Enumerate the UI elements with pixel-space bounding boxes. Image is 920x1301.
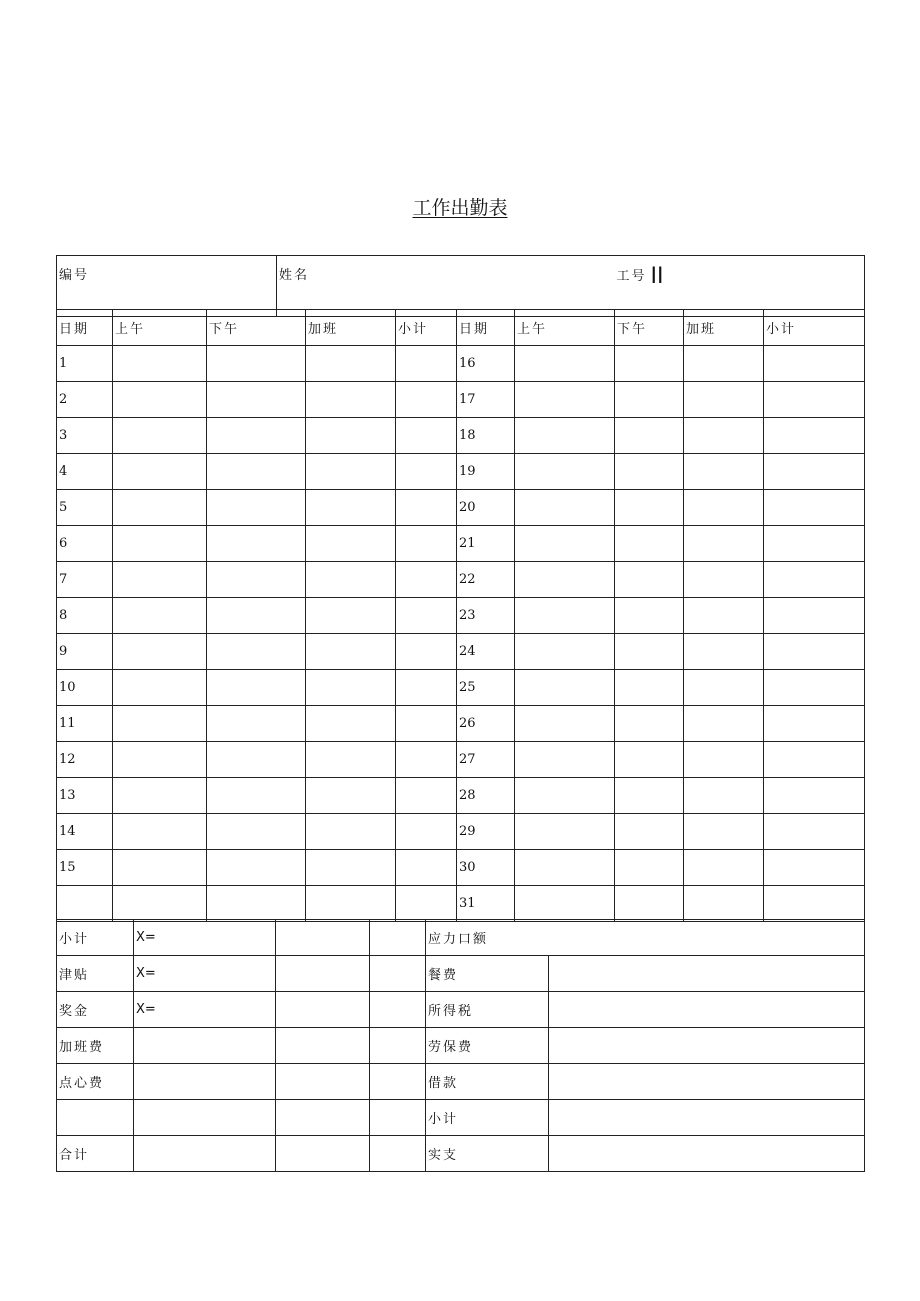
entry-cell[interactable] (684, 634, 764, 670)
entry-cell[interactable] (764, 598, 865, 634)
summary-right-label: 餐费 (426, 956, 549, 992)
entry-cell[interactable] (207, 778, 306, 814)
summary-entry-cell[interactable] (276, 992, 370, 1028)
entry-cell[interactable] (615, 454, 684, 490)
entry-cell[interactable] (113, 850, 207, 886)
entry-cell[interactable] (615, 562, 684, 598)
entry-cell[interactable] (396, 706, 457, 742)
entry-cell[interactable] (207, 346, 306, 382)
summary-left-value[interactable]: X= (134, 992, 276, 1028)
entry-cell[interactable] (684, 706, 764, 742)
entry-cell[interactable] (684, 418, 764, 454)
entry-cell[interactable] (396, 562, 457, 598)
col-subtotal-left: 小计 (396, 310, 457, 346)
entry-cell[interactable] (684, 814, 764, 850)
summary-left-label: 加班费 (57, 1028, 134, 1064)
entry-cell[interactable] (515, 778, 615, 814)
entry-cell[interactable] (207, 418, 306, 454)
summary-left-value[interactable] (134, 1136, 276, 1172)
entry-cell[interactable] (764, 670, 865, 706)
entry-cell[interactable] (306, 670, 396, 706)
summary-right-value[interactable] (549, 1100, 865, 1136)
summary-entry-cell[interactable] (370, 1136, 426, 1172)
entry-cell[interactable] (113, 670, 207, 706)
date-cell[interactable]: 12 (57, 742, 113, 778)
name-label: 姓名 (279, 268, 310, 283)
entry-cell[interactable] (306, 886, 396, 922)
entry-cell[interactable] (764, 634, 865, 670)
entry-cell[interactable] (515, 850, 615, 886)
date-cell[interactable]: 13 (57, 778, 113, 814)
summary-row (57, 1100, 865, 1136)
entry-cell[interactable] (615, 670, 684, 706)
date-cell[interactable]: 18 (457, 418, 515, 454)
date-cell[interactable]: 3 (57, 418, 113, 454)
entry-cell[interactable] (306, 562, 396, 598)
entry-cell[interactable] (764, 742, 865, 778)
entry-cell[interactable] (113, 454, 207, 490)
entry-cell[interactable] (684, 778, 764, 814)
entry-cell[interactable] (615, 526, 684, 562)
summary-table (56, 919, 865, 1172)
entry-cell[interactable] (615, 634, 684, 670)
entry-cell[interactable] (615, 778, 684, 814)
table-row (57, 706, 865, 742)
entry-cell[interactable] (113, 382, 207, 418)
summary-entry-cell[interactable] (370, 1028, 426, 1064)
date-cell[interactable]: 22 (457, 562, 515, 598)
entry-cell[interactable] (113, 706, 207, 742)
table-row (57, 778, 865, 814)
entry-cell[interactable] (764, 886, 865, 922)
entry-cell[interactable] (515, 454, 615, 490)
entry-cell[interactable] (615, 598, 684, 634)
entry-cell[interactable] (396, 634, 457, 670)
date-cell[interactable]: 8 (57, 598, 113, 634)
col-date-left: 日期 (57, 310, 113, 346)
date-cell[interactable]: 29 (457, 814, 515, 850)
header-table (56, 255, 865, 317)
date-cell[interactable]: 25 (457, 670, 515, 706)
date-cell[interactable]: 20 (457, 490, 515, 526)
entry-cell[interactable] (684, 382, 764, 418)
summary-entry-cell[interactable] (370, 1100, 426, 1136)
entry-cell[interactable] (396, 598, 457, 634)
date-cell[interactable]: 19 (457, 454, 515, 490)
entry-cell[interactable] (113, 778, 207, 814)
summary-left-label: 点心费 (57, 1064, 134, 1100)
summary-left-label (57, 1100, 134, 1136)
table-row (57, 490, 865, 526)
summary-right-value[interactable] (549, 1136, 865, 1172)
table-row (57, 454, 865, 490)
job-no-label: 工号 (616, 269, 647, 284)
date-cell[interactable]: 17 (457, 382, 515, 418)
entry-cell[interactable] (113, 490, 207, 526)
entry-cell[interactable] (396, 886, 457, 922)
entry-cell[interactable] (684, 346, 764, 382)
summary-entry-cell[interactable] (276, 920, 370, 956)
summary-right-value[interactable] (549, 956, 865, 992)
summary-right-label: 借款 (426, 1064, 549, 1100)
summary-entry-cell[interactable] (370, 956, 426, 992)
entry-cell[interactable] (515, 418, 615, 454)
entry-cell[interactable] (615, 742, 684, 778)
page-title: 工作出勤表 (412, 197, 508, 219)
entry-cell[interactable] (306, 418, 396, 454)
entry-cell[interactable] (684, 598, 764, 634)
entry-cell[interactable] (515, 634, 615, 670)
table-row (57, 670, 865, 706)
entry-cell[interactable] (515, 814, 615, 850)
entry-cell[interactable] (764, 850, 865, 886)
entry-cell[interactable] (764, 490, 865, 526)
date-cell[interactable]: 15 (57, 850, 113, 886)
entry-cell[interactable] (684, 850, 764, 886)
entry-cell[interactable] (615, 490, 684, 526)
entry-cell[interactable] (113, 634, 207, 670)
entry-cell[interactable] (396, 454, 457, 490)
date-cell[interactable]: 27 (457, 742, 515, 778)
entry-cell[interactable] (207, 454, 306, 490)
table-row (57, 886, 865, 922)
entry-cell[interactable] (396, 778, 457, 814)
entry-cell[interactable] (113, 526, 207, 562)
entry-cell[interactable] (207, 490, 306, 526)
entry-cell[interactable] (515, 346, 615, 382)
entry-cell[interactable] (113, 418, 207, 454)
entry-cell[interactable] (207, 814, 306, 850)
entry-cell[interactable] (684, 454, 764, 490)
entry-cell[interactable] (615, 418, 684, 454)
entry-cell[interactable] (306, 850, 396, 886)
summary-left-value[interactable] (134, 1064, 276, 1100)
date-cell[interactable]: 21 (457, 526, 515, 562)
summary-row (57, 1136, 865, 1172)
entry-cell[interactable] (306, 814, 396, 850)
entry-cell[interactable] (306, 382, 396, 418)
date-cell[interactable]: 24 (457, 634, 515, 670)
entry-cell[interactable] (764, 418, 865, 454)
entry-cell[interactable] (615, 706, 684, 742)
summary-entry-cell[interactable] (276, 1100, 370, 1136)
entry-cell[interactable] (764, 382, 865, 418)
entry-cell[interactable] (615, 850, 684, 886)
date-cell[interactable]: 30 (457, 850, 515, 886)
date-cell[interactable]: 10 (57, 670, 113, 706)
entry-cell[interactable] (306, 742, 396, 778)
entry-cell[interactable] (113, 814, 207, 850)
entry-cell[interactable] (396, 418, 457, 454)
col-afternoon-right: 下午 (615, 310, 684, 346)
entry-cell[interactable] (396, 526, 457, 562)
table-row (57, 526, 865, 562)
entry-cell[interactable] (207, 562, 306, 598)
entry-cell[interactable] (207, 706, 306, 742)
summary-entry-cell[interactable] (276, 1028, 370, 1064)
table-row (57, 742, 865, 778)
col-overtime-right: 加班 (684, 310, 764, 346)
entry-cell[interactable] (113, 562, 207, 598)
entry-cell[interactable] (615, 382, 684, 418)
grid-header-row (57, 310, 865, 346)
summary-row (57, 956, 865, 992)
entry-cell[interactable] (207, 598, 306, 634)
entry-cell[interactable] (207, 850, 306, 886)
entry-cell[interactable] (113, 346, 207, 382)
table-row (57, 850, 865, 886)
table-row (57, 598, 865, 634)
entry-cell[interactable] (396, 490, 457, 526)
entry-cell[interactable] (306, 526, 396, 562)
entry-cell[interactable] (684, 490, 764, 526)
entry-cell[interactable] (113, 886, 207, 922)
date-cell[interactable]: 11 (57, 706, 113, 742)
entry-cell[interactable] (515, 598, 615, 634)
date-cell[interactable]: 7 (57, 562, 113, 598)
entry-cell[interactable] (306, 454, 396, 490)
date-cell[interactable]: 5 (57, 490, 113, 526)
entry-cell[interactable] (207, 742, 306, 778)
entry-cell[interactable] (515, 562, 615, 598)
table-row (57, 418, 865, 454)
attendance-grid (56, 309, 865, 922)
entry-cell[interactable] (113, 742, 207, 778)
entry-cell[interactable] (207, 526, 306, 562)
entry-cell[interactable] (306, 634, 396, 670)
date-cell[interactable]: 26 (457, 706, 515, 742)
number-label: 编号 (59, 268, 90, 283)
entry-cell[interactable] (615, 346, 684, 382)
entry-cell[interactable] (764, 562, 865, 598)
job-no-value: II (650, 264, 664, 289)
date-cell[interactable]: 28 (457, 778, 515, 814)
summary-left-value[interactable]: X= (134, 920, 276, 956)
entry-cell[interactable] (207, 670, 306, 706)
summary-right-value[interactable] (549, 1028, 865, 1064)
date-cell[interactable]: 1 (57, 346, 113, 382)
summary-right-label: 所得税 (426, 992, 549, 1028)
summary-right-label: 实支 (426, 1136, 549, 1172)
entry-cell[interactable] (515, 706, 615, 742)
date-cell[interactable] (57, 886, 113, 922)
summary-right-value[interactable] (549, 1064, 865, 1100)
date-cell[interactable]: 16 (457, 346, 515, 382)
date-cell[interactable]: 14 (57, 814, 113, 850)
entry-cell[interactable] (515, 742, 615, 778)
date-cell[interactable]: 31 (457, 886, 515, 922)
date-cell[interactable]: 2 (57, 382, 113, 418)
date-cell[interactable]: 6 (57, 526, 113, 562)
entry-cell[interactable] (684, 562, 764, 598)
entry-cell[interactable] (515, 670, 615, 706)
col-morning-left: 上午 (113, 310, 207, 346)
summary-row (57, 1064, 865, 1100)
summary-left-value[interactable]: X= (134, 956, 276, 992)
entry-cell[interactable] (396, 382, 457, 418)
entry-cell[interactable] (207, 634, 306, 670)
entry-cell[interactable] (396, 814, 457, 850)
entry-cell[interactable] (615, 886, 684, 922)
entry-cell[interactable] (684, 526, 764, 562)
col-date-right: 日期 (457, 310, 515, 346)
summary-left-label: 小计 (57, 920, 134, 956)
summary-row (57, 992, 865, 1028)
entry-cell[interactable] (764, 526, 865, 562)
name-field[interactable] (277, 256, 585, 317)
entry-cell[interactable] (515, 382, 615, 418)
summary-entry-cell[interactable] (370, 920, 426, 956)
date-cell[interactable]: 4 (57, 454, 113, 490)
entry-cell[interactable] (684, 670, 764, 706)
col-morning-right: 上午 (515, 310, 615, 346)
entry-cell[interactable] (684, 742, 764, 778)
summary-left-value[interactable] (134, 1100, 276, 1136)
date-cell[interactable]: 23 (457, 598, 515, 634)
entry-cell[interactable] (207, 382, 306, 418)
table-row (57, 346, 865, 382)
entry-cell[interactable] (306, 346, 396, 382)
date-cell[interactable]: 9 (57, 634, 113, 670)
table-row (57, 814, 865, 850)
summary-entry-cell[interactable] (370, 1064, 426, 1100)
entry-cell[interactable] (515, 526, 615, 562)
table-row (57, 634, 865, 670)
entry-cell[interactable] (515, 490, 615, 526)
table-row (57, 562, 865, 598)
job-no-field[interactable] (585, 256, 865, 317)
summary-left-value[interactable] (134, 1028, 276, 1064)
entry-cell[interactable] (764, 454, 865, 490)
col-overtime-left: 加班 (306, 310, 396, 346)
entry-cell[interactable] (764, 814, 865, 850)
summary-entry-cell[interactable] (276, 956, 370, 992)
table-row (57, 382, 865, 418)
entry-cell[interactable] (764, 346, 865, 382)
summary-left-label: 奖金 (57, 992, 134, 1028)
entry-cell[interactable] (615, 814, 684, 850)
entry-cell[interactable] (396, 346, 457, 382)
entry-cell[interactable] (764, 706, 865, 742)
summary-right-label: 劳保费 (426, 1028, 549, 1064)
summary-row (57, 920, 865, 956)
col-subtotal-right: 小计 (764, 310, 865, 346)
summary-row (57, 1028, 865, 1064)
entry-cell[interactable] (306, 778, 396, 814)
summary-entry-cell[interactable] (276, 1064, 370, 1100)
entry-cell[interactable] (306, 490, 396, 526)
entry-cell[interactable] (684, 886, 764, 922)
entry-cell[interactable] (306, 706, 396, 742)
entry-cell[interactable] (396, 850, 457, 886)
entry-cell[interactable] (306, 598, 396, 634)
summary-left-label: 津贴 (57, 956, 134, 992)
summary-right-label: 小计 (426, 1100, 549, 1136)
number-field[interactable] (57, 256, 277, 317)
summary-entry-cell[interactable] (370, 992, 426, 1028)
entry-cell[interactable] (764, 778, 865, 814)
entry-cell[interactable] (396, 742, 457, 778)
summary-right-label: 应力口额 (426, 920, 865, 956)
entry-cell[interactable] (515, 886, 615, 922)
entry-cell[interactable] (396, 670, 457, 706)
entry-cell[interactable] (113, 598, 207, 634)
summary-left-label: 合计 (57, 1136, 134, 1172)
summary-entry-cell[interactable] (276, 1136, 370, 1172)
col-afternoon-left: 下午 (207, 310, 306, 346)
entry-cell[interactable] (207, 886, 306, 922)
summary-right-value[interactable] (549, 992, 865, 1028)
